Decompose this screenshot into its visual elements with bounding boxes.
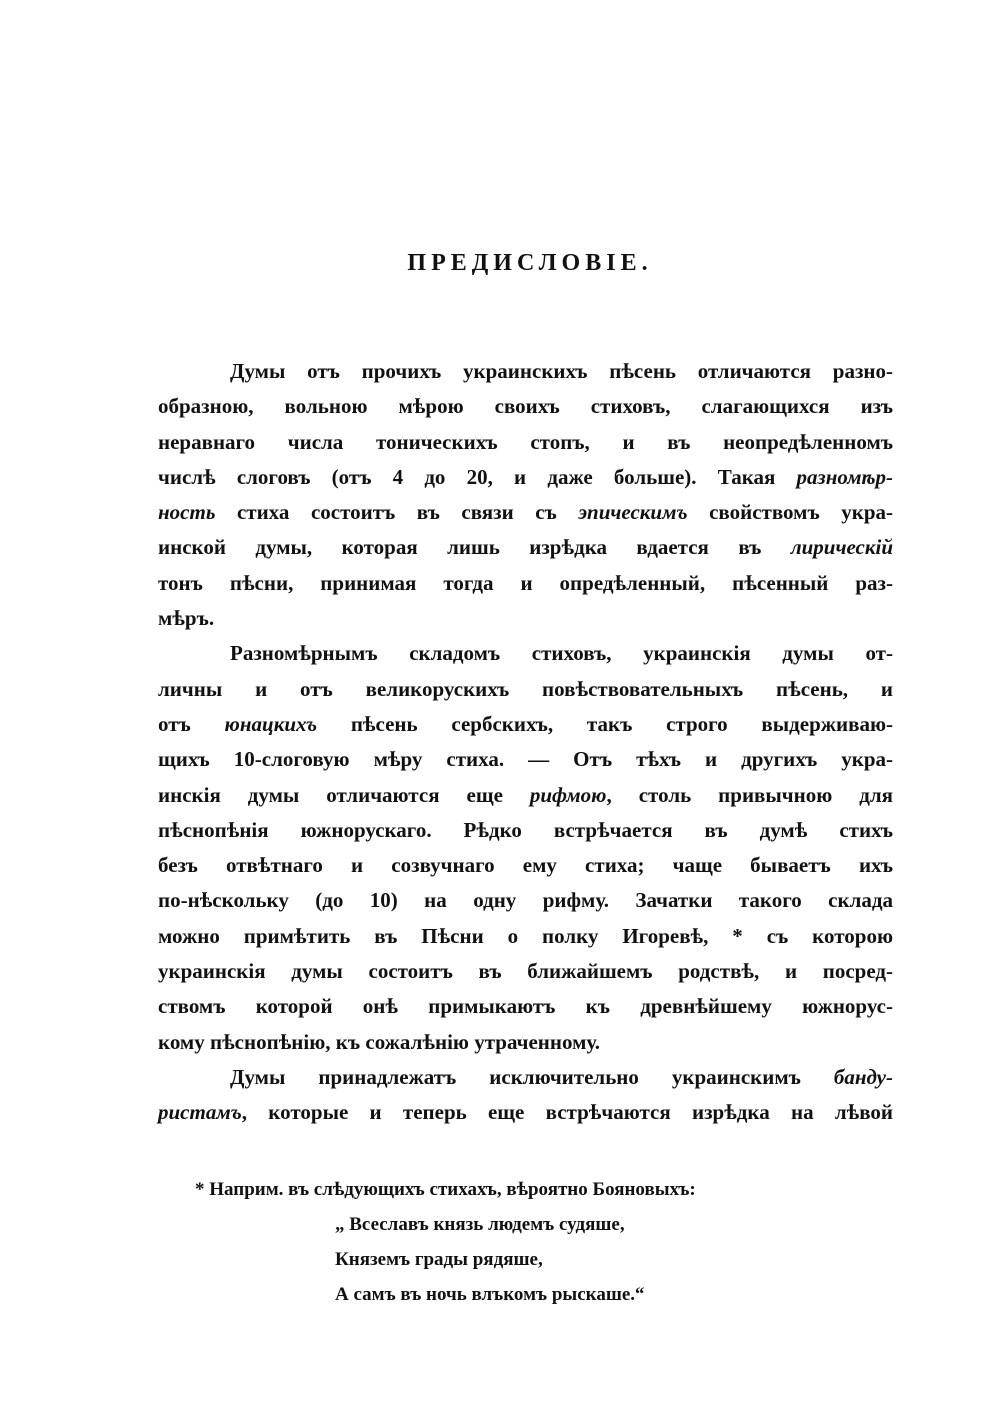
text-line: [158, 848, 893, 883]
italic-term: эпическимъ: [578, 500, 688, 525]
italic-term: ристамъ: [158, 1100, 242, 1125]
footnote-verse: А самъ въ ночь влъкомъ рыскаше.“: [335, 1284, 645, 1305]
text-segment: , которые и теперь еще встрѣчаются изрѣдка на лѣвой: [241, 1100, 893, 1125]
text-segment: тонъ пѣсни, принимая тогда и опредѣленный, пѣсенный раз-: [158, 570, 893, 595]
text-segment: ствомъ которой онѣ примыкаютъ къ древнѣйшему южнорус-: [158, 994, 893, 1019]
text-segment: личны и отъ великорускихъ повѣствовательныхъ пѣсень, и: [158, 676, 893, 701]
italic-term: лирическій: [790, 535, 893, 560]
text-segment: числѣ слоговъ (отъ 4 до 20, и даже больше). Такая: [158, 464, 797, 489]
text-segment: щихъ 10-слоговую мѣру стиха. — Отъ тѣхъ и другихъ укра-: [158, 747, 893, 772]
italic-term: разномѣр-: [796, 464, 893, 489]
italic-term: юнацкихъ: [224, 711, 318, 736]
text-segment: украинскія думы состоитъ въ ближайшемъ родствѣ, и посред-: [158, 959, 893, 984]
text-line: [158, 778, 893, 813]
text-segment: стиха состоитъ въ связи съ: [215, 500, 579, 525]
text-line: [158, 989, 893, 1024]
text-segment: можно примѣтить въ Пѣсни о полку Игоревѣ, * съ которою: [158, 923, 893, 948]
text-segment: свойствомъ укра-: [687, 500, 893, 525]
preface-body: [158, 354, 893, 1131]
text-line: [158, 425, 893, 460]
footnote: [195, 1172, 855, 1312]
text-line: [158, 742, 893, 777]
text-line: [158, 495, 893, 530]
text-segment: образною, вольною мѣрою своихъ стиховъ, слагающихся изъ: [158, 394, 893, 419]
text-segment: кому пѣснопѣнію, къ сожалѣнію утраченному.: [158, 1029, 601, 1054]
text-line: [158, 919, 893, 954]
text-line: [158, 530, 893, 565]
text-line: [158, 883, 893, 918]
text-line: [158, 707, 893, 742]
text-line: [158, 954, 893, 989]
text-line: [158, 636, 893, 671]
text-segment: пѣсень сербскихъ, такъ строго выдерживаю-: [317, 711, 893, 736]
text-line: [158, 1025, 893, 1060]
footnote-verse: Княземъ грады рядяше,: [335, 1249, 543, 1270]
text-segment: Думы принадлежатъ исключительно украинскимъ: [230, 1064, 834, 1089]
text-segment: отъ: [158, 711, 225, 736]
text-line: [158, 354, 893, 389]
text-line: [158, 813, 893, 848]
text-segment: Разномѣрнымъ складомъ стиховъ, украинскія думы от-: [230, 641, 893, 666]
text-segment: инскія думы отличаются еще: [158, 782, 530, 807]
text-segment: , столь привычною для: [606, 782, 894, 807]
italic-term: банду-: [833, 1064, 893, 1089]
text-line: [158, 601, 893, 636]
text-line: [158, 672, 893, 707]
footnote-verse: „ Всеславъ князь людемъ судяше,: [335, 1214, 625, 1235]
text-segment: безъ отвѣтнаго и созвучнаго ему стиха; чаще бываетъ ихъ: [158, 853, 893, 878]
text-line: [158, 389, 893, 424]
text-segment: по-нѣскольку (до 10) на одну рифму. Зачатки такого склада: [158, 888, 893, 913]
footnote-intro: * Наприм. въ слѣдующихъ стихахъ, вѣроятно Бояновыхъ:: [195, 1179, 696, 1200]
italic-term: рифмою: [529, 782, 607, 807]
text-segment: пѣснопѣнія южнорускаго. Рѣдко встрѣчается въ думѣ стихъ: [158, 817, 893, 842]
text-line: [158, 566, 893, 601]
page-title: ПРЕДИСЛОВІЕ.: [407, 250, 653, 276]
text-line: [158, 1095, 893, 1130]
text-segment: неравнаго числа тоническихъ стопъ, и въ неопредѣленномъ: [158, 429, 893, 454]
italic-term: ность: [158, 500, 216, 525]
text-segment: инской думы, которая лишь изрѣдка вдается въ: [158, 535, 791, 560]
text-line: [158, 1060, 893, 1095]
text-line: [158, 460, 893, 495]
text-segment: Думы отъ прочихъ украинскихъ пѣсень отличаются разно-: [230, 359, 893, 383]
text-segment: мѣръ.: [158, 606, 215, 631]
